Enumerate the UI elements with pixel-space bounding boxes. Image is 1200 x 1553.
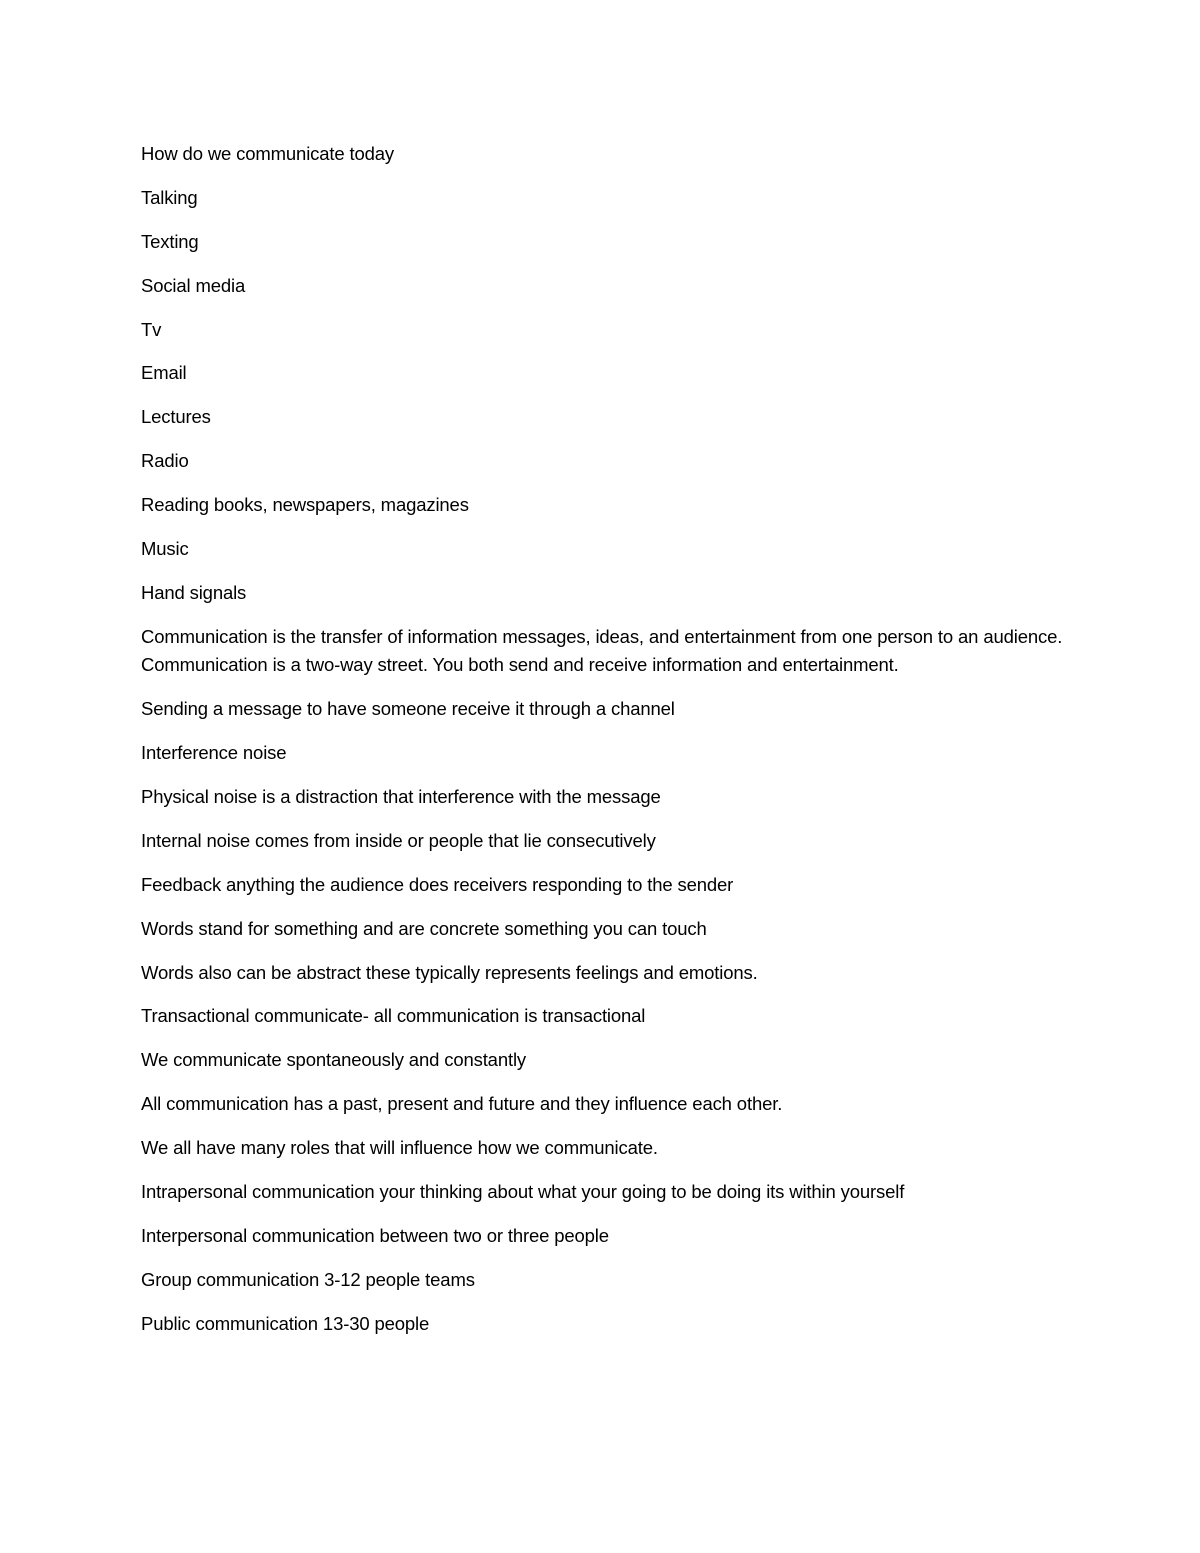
paragraph: Communication is the transfer of information messages, ideas, and entertainment from one person to an audience. Communication is a two-way street. You both send and receive information and entertainment.	[141, 625, 1063, 676]
paragraph: Feedback anything the audience does receivers responding to the sender	[141, 873, 734, 895]
paragraph: Music	[141, 538, 189, 560]
paragraph: Social media	[141, 274, 246, 296]
paragraph: All communication has a past, present and future and they influence each other.	[141, 1093, 783, 1115]
paragraph: Internal noise comes from inside or people that lie consecutively	[141, 829, 656, 851]
paragraph: Group communication 3-12 people teams	[141, 1268, 475, 1290]
paragraph: Reading books, newspapers, magazines	[141, 494, 469, 516]
paragraph: Physical noise is a distraction that interference with the message	[141, 785, 661, 807]
paragraph: Lectures	[141, 406, 211, 428]
paragraph: Intrapersonal communication your thinking about what your going to be doing its within yourself	[141, 1180, 905, 1202]
paragraph: Email	[141, 362, 187, 384]
paragraph: Transactional communicate- all communication is transactional	[141, 1005, 646, 1027]
paragraph: Texting	[141, 230, 199, 252]
paragraph: Public communication 13-30 people	[141, 1312, 430, 1334]
paragraph: We all have many roles that will influence how we communicate.	[141, 1137, 658, 1159]
paragraph: Interference noise	[141, 742, 287, 764]
paragraph: Words stand for something and are concrete something you can touch	[141, 917, 707, 939]
paragraph: Interpersonal communication between two or three people	[141, 1224, 609, 1246]
paragraph: We communicate spontaneously and constantly	[141, 1049, 527, 1071]
paragraph: Radio	[141, 450, 189, 472]
paragraph: Talking	[141, 186, 198, 208]
paragraph: Sending a message to have someone receive it through a channel	[141, 698, 675, 720]
paragraph: Hand signals	[141, 581, 247, 603]
paragraph: Tv	[141, 318, 162, 340]
document-body	[141, 140, 1071, 1354]
paragraph: Words also can be abstract these typically represents feelings and emotions.	[141, 961, 758, 983]
paragraph: How do we communicate today	[141, 143, 395, 164]
